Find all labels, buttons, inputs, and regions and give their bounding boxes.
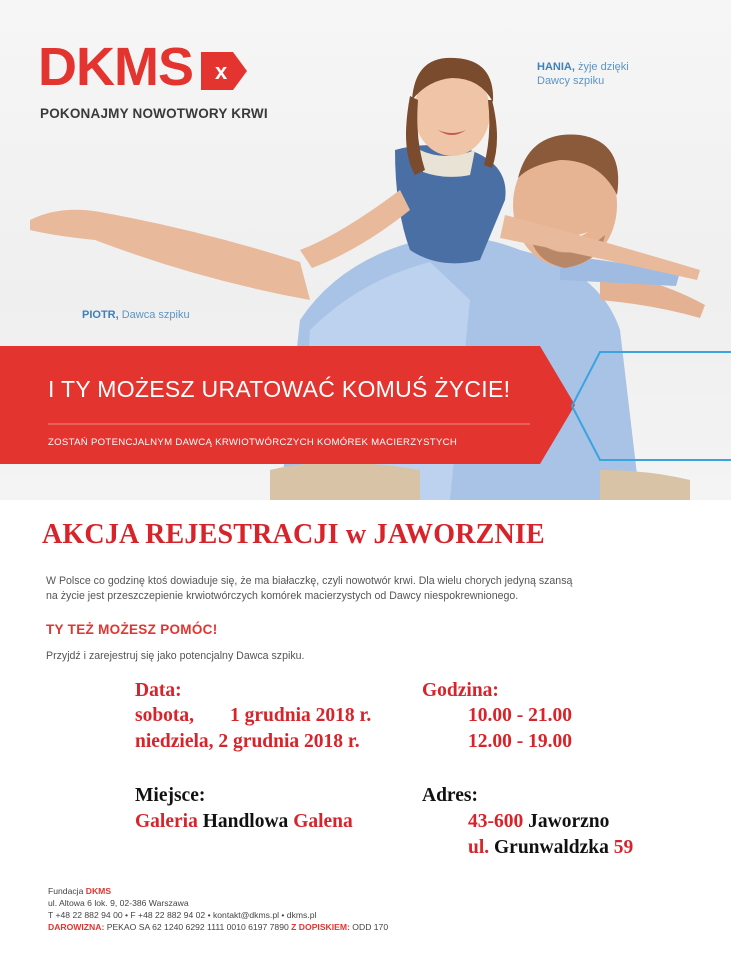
logo-wordmark: DKMS <box>38 37 193 97</box>
street-number: 59 <box>613 837 634 858</box>
day-1: sobota, <box>135 705 195 726</box>
logo-tagline: POKONAJMY NOWOTWORY KRWI <box>40 106 268 121</box>
banner-title: I TY MOŻESZ URATOWAĆ KOMUŚ ŻYCIE! <box>48 376 511 402</box>
footer-contact: T +48 22 882 94 00 • F +48 22 882 94 02 • kontakt@dkms.pl • dkms.pl <box>48 910 317 920</box>
place-part-3: Galena <box>293 811 353 832</box>
donation-note-label: Z DOPISKIEM: <box>291 922 350 932</box>
time-2: 12.00 - 19.00 <box>468 731 572 752</box>
intro-line-2: na życie jest przeszczepienie krwiotwórczych komórek macierzystych od Dawcy niespokrewnionego. <box>46 590 519 602</box>
address-city <box>468 811 609 833</box>
svg-text:x: x <box>215 59 228 84</box>
event-heading: AKCJA REJESTRACJI w JAWORZNIE <box>42 519 545 550</box>
donation-label: DAROWIZNA: <box>48 922 105 932</box>
help-heading: TY TEŻ MOŻESZ POMÓC! <box>46 622 218 637</box>
footer-org-name: DKMS <box>85 886 112 896</box>
dkms-logo <box>38 37 268 121</box>
address-label: Adres: <box>422 785 478 806</box>
street-name: Grunwaldzka <box>494 837 609 858</box>
city: Jaworzno <box>528 811 610 832</box>
time-1: 10.00 - 21.00 <box>468 705 572 726</box>
place-label: Miejsce: <box>135 785 206 806</box>
time-label: Godzina: <box>422 680 499 701</box>
caption-hania <box>537 60 629 88</box>
day-date-2: niedziela, 2 grudnia 2018 r. <box>135 731 360 752</box>
donation-account: PEKAO SA 62 1240 6292 1111 0010 6197 7890 <box>106 922 289 932</box>
street-prefix: ul. <box>468 837 490 858</box>
caption-hania-name: HANIA, <box>537 61 575 73</box>
invite-text: Przyjdź i zarejestruj się jako potencjalny Dawca szpiku. <box>46 650 305 662</box>
footer-org-prefix: Fundacja <box>48 886 84 896</box>
place-part-2: Handlowa <box>202 811 289 832</box>
place-part-1: Galeria <box>135 811 198 832</box>
footer-address: ul. Altowa 6 lok. 9, 02-386 Warszawa <box>48 898 189 908</box>
banner-subtitle: ZOSTAŃ POTENCJALNYM DAWCĄ KRWIOTWÓRCZYCH KOMÓREK MACIERZYSTYCH <box>48 437 458 448</box>
date-label: Data: <box>135 680 182 701</box>
postal-code: 43-600 <box>468 811 524 832</box>
caption-piotr-role: Dawca szpiku <box>121 309 190 321</box>
banner-outline-arrow <box>570 350 731 462</box>
caption-piotr <box>82 308 190 322</box>
date-1: 1 grudnia 2018 r. <box>230 705 372 726</box>
caption-hania-line1: żyje dzięki <box>577 61 629 73</box>
intro-line-1: W Polsce co godzinę ktoś dowiaduje się, że ma białaczkę, czyli nowotwór krwi. Dla wielu chorych jedyną szansą <box>46 575 573 587</box>
caption-piotr-name: PIOTR, <box>82 309 119 321</box>
footer-donation <box>48 921 388 933</box>
intro-paragraph <box>46 574 696 604</box>
address-street <box>468 837 633 859</box>
logo-x-icon <box>201 52 247 95</box>
donation-note: ODD 170 <box>352 922 389 932</box>
footer-org <box>48 885 388 897</box>
place-name <box>135 811 353 833</box>
caption-hania-line2: Dawcy szpiku <box>537 75 605 87</box>
footer <box>48 885 388 933</box>
